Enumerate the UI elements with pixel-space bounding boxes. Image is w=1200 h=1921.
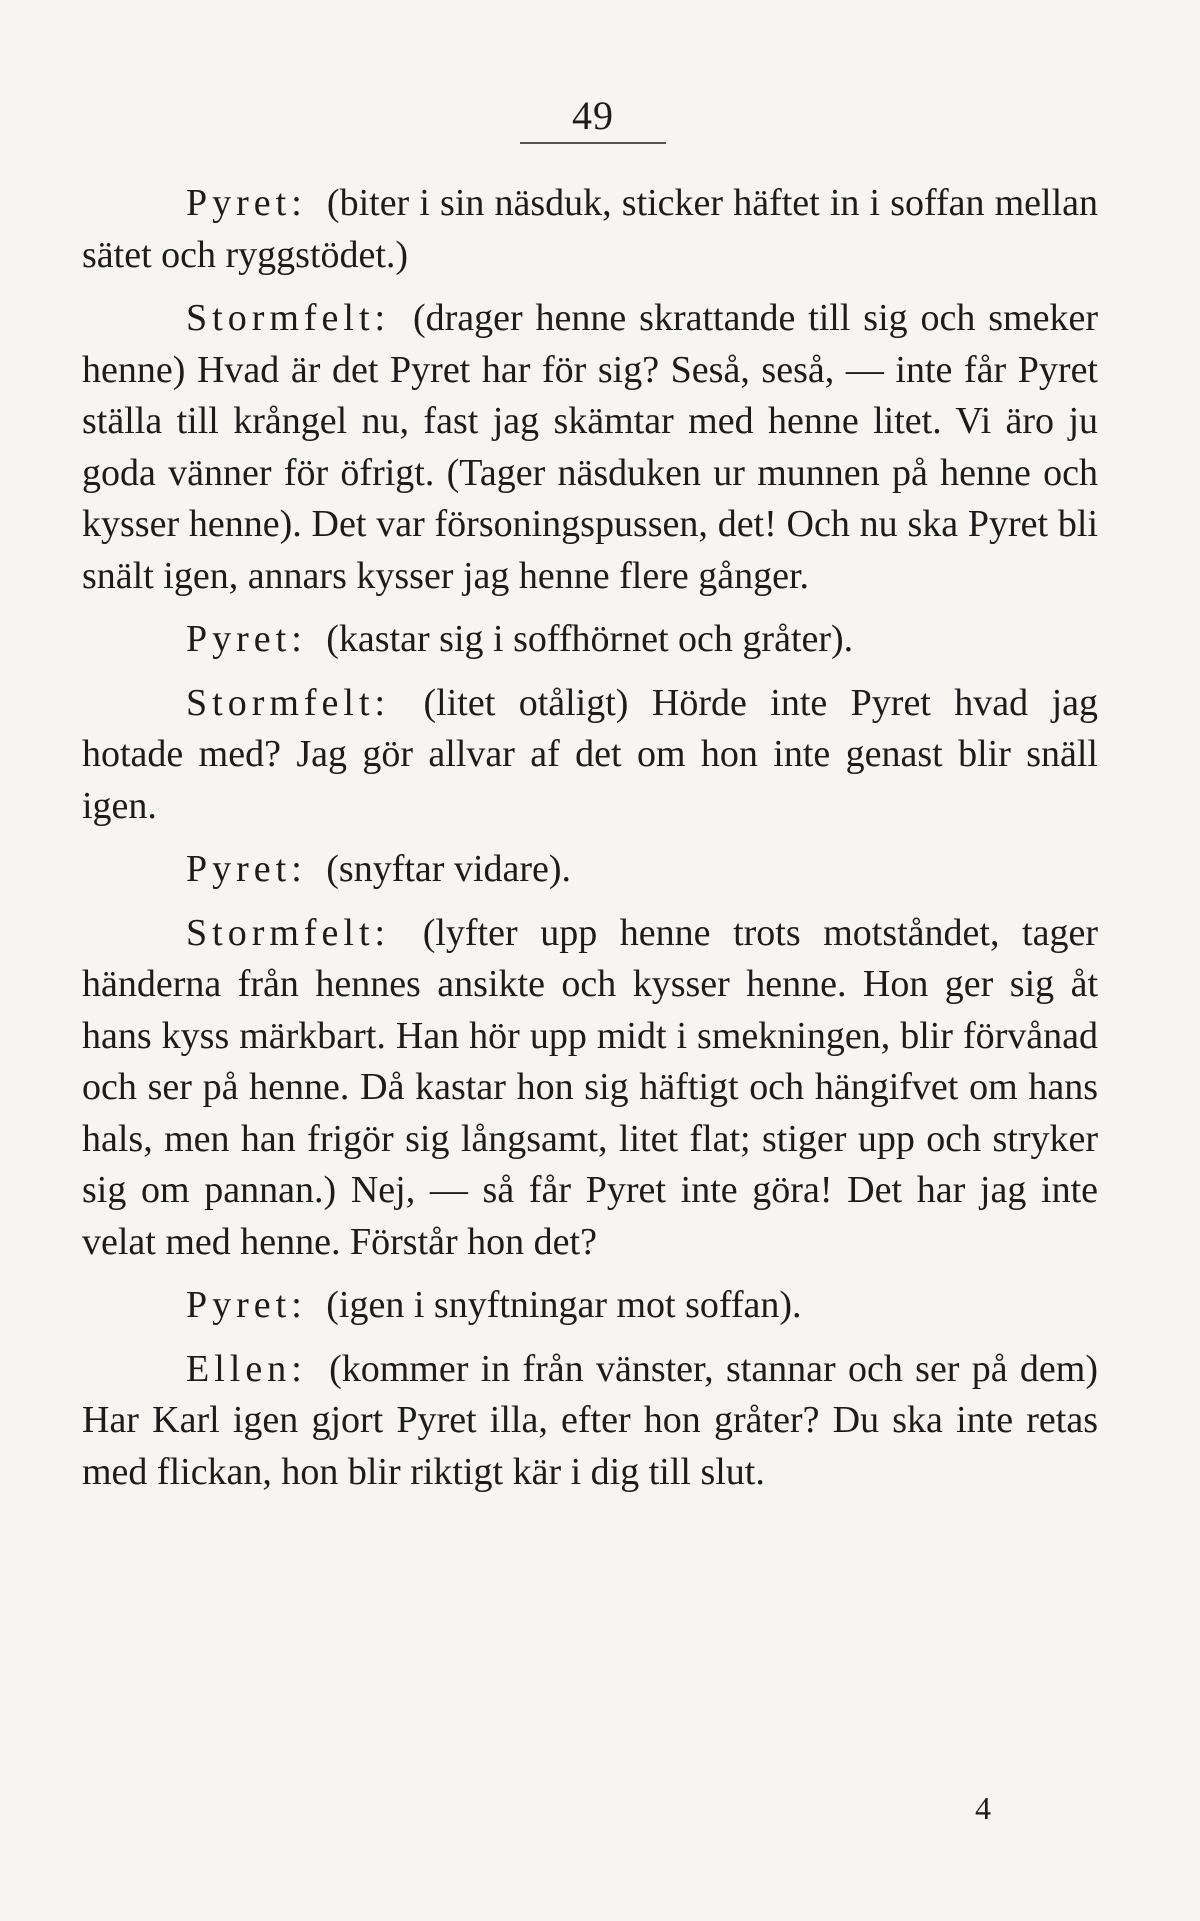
speech-paragraph xyxy=(82,293,1098,602)
speech-text: (kommer in från vänster, stannar och ser på dem) Har Karl igen gjort Pyret illa, efter hon gråter? Du ska inte retas med flickan, hon blir riktigt kär i dig till slut. xyxy=(82,1347,1098,1493)
speaker-name: Stormfelt: xyxy=(186,681,391,724)
speech-paragraph xyxy=(82,844,1098,896)
speaker-name: Pyret: xyxy=(186,182,307,224)
play-text xyxy=(82,178,1098,1510)
speech-text: (drager henne skrattande till sig och smeker henne) Hvad är det Pyret har för sig? Seså, seså, — inte får Pyret ställa till krångel nu, fast jag skämtar med henne litet. Vi äro ju goda vänner för öfrigt. (Tager näsduken ur munnen på henne och kysser henne). Det var försoningspussen, det! Och nu ska Pyret bli snält igen, annars kysser jag henne flere gånger. xyxy=(82,297,1098,597)
speaker-name: Pyret: xyxy=(186,618,307,660)
speech-paragraph xyxy=(82,908,1098,1269)
speech-text: (biter i sin näsduk, sticker häftet in i soffan mellan sätet och ryggstödet.) xyxy=(82,182,1099,276)
speech-paragraph xyxy=(82,678,1098,833)
speech-paragraph xyxy=(82,1344,1098,1499)
speech-text: (snyftar vidare). xyxy=(326,848,572,890)
page-number-rule xyxy=(520,142,666,144)
speech-paragraph xyxy=(82,178,1098,281)
speaker-name: Stormfelt: xyxy=(186,297,391,339)
speaker-name: Stormfelt: xyxy=(186,911,391,954)
speaker-name: Ellen: xyxy=(186,1347,307,1390)
speech-text: (kastar sig i soffhörnet och gråter). xyxy=(326,618,854,660)
page-number: 49 xyxy=(572,93,614,138)
speech-paragraph xyxy=(82,1280,1098,1332)
signature-mark: 4 xyxy=(975,1790,991,1826)
speech-text: (litet otåligt) Hörde inte Pyret hvad jag hotade med? Jag gör allvar af det om hon inte genast blir snäll igen. xyxy=(82,681,1098,827)
speech-text: (lyfter upp henne trots motståndet, tager händerna från hennes ansikte och kysser henne. Hon ger sig åt hans kyss märkbart. Han hör upp midt i smekningen, blir förvånad och ser på henne. Då kastar hon sig häftigt och hängifvet om hans hals, men han frigör sig långsamt, litet flat; stiger upp och stryker sig om pannan.) Nej, — så får Pyret inte göra! Det har jag inte velat med henne. Förstår hon det? xyxy=(82,911,1098,1263)
speech-paragraph xyxy=(82,614,1098,666)
speaker-name: Pyret: xyxy=(186,848,307,890)
speaker-name: Pyret: xyxy=(186,1284,307,1326)
speech-text: (igen i snyftningar mot soffan). xyxy=(326,1284,802,1326)
